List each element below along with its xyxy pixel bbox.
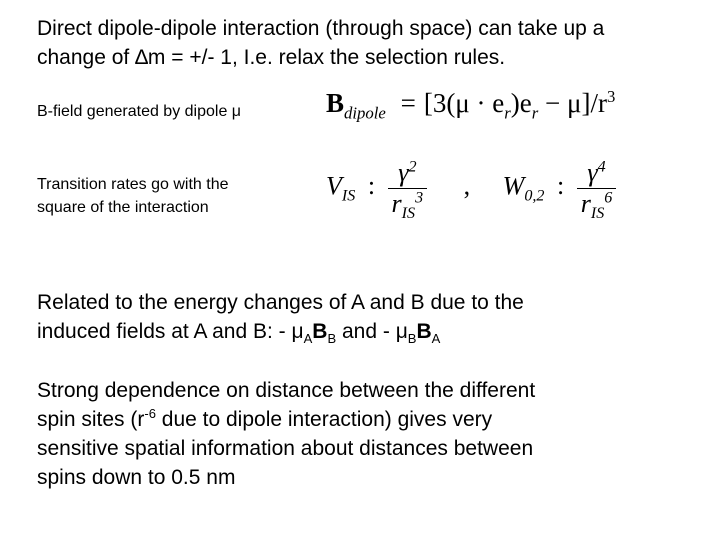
bfield-equation <box>326 87 616 123</box>
V-symbol: V <box>326 171 342 201</box>
colon-2: : <box>556 171 565 201</box>
eq-close: )e <box>510 88 532 118</box>
gamma-1: γ <box>398 158 409 187</box>
W-subscript: 0,2 <box>524 187 545 205</box>
strong-line-2a: spin sites (r <box>37 408 145 431</box>
comma: , <box>463 171 471 201</box>
strong-paragraph <box>37 376 677 492</box>
fraction-1 <box>388 158 428 223</box>
bfield-label: B-field generated by dipole μ <box>37 103 242 120</box>
sub-A-2: A <box>431 331 441 347</box>
rates-label-line-1: Transition rates go with the <box>37 176 229 193</box>
related-line-1: Related to the energy changes of A and B due to the <box>37 291 524 314</box>
gamma-2-exp: 4 <box>597 158 606 176</box>
eq-minus: − μ]/r <box>538 88 607 118</box>
intro-paragraph <box>37 14 707 72</box>
eq-dipole-subscript: dipole <box>344 103 386 123</box>
B-bold-2: B <box>416 320 432 343</box>
V-subscript: IS <box>341 187 356 205</box>
and-minus-mu: and - μ <box>336 320 408 343</box>
fraction-2-denominator <box>577 189 617 223</box>
fraction-1-denominator <box>388 189 428 223</box>
gamma-1-exp: 2 <box>408 158 417 176</box>
eq-equals: = <box>400 88 416 118</box>
strong-exponent: -6 <box>144 406 156 421</box>
related-paragraph <box>37 288 677 346</box>
r-2: r <box>580 189 591 218</box>
r-2-sub: IS <box>590 205 605 223</box>
related-line-2-text: induced fields at A and B: - μ <box>37 320 304 343</box>
sub-B-1: B <box>327 331 337 347</box>
gamma-2: γ <box>587 158 598 187</box>
strong-line-3: sensitive spatial information about distances between <box>37 437 534 460</box>
r-2-exp: 6 <box>604 189 613 207</box>
r-1-exp: 3 <box>415 189 424 207</box>
fraction-1-numerator <box>388 158 428 189</box>
strong-line-1: Strong dependence on distance between the different <box>37 379 536 402</box>
fraction-2-numerator <box>577 158 617 189</box>
rates-label <box>37 173 229 219</box>
eq-B-symbol: B <box>326 88 345 118</box>
eq-r-subscript-2: r <box>531 103 539 123</box>
related-line-2 <box>37 317 677 346</box>
rates-label-line-2: square of the interaction <box>37 199 209 216</box>
B-bold-1: B <box>312 320 328 343</box>
W-symbol: W <box>502 171 525 201</box>
strong-line-4: spins down to 0.5 nm <box>37 466 236 489</box>
rates-equation <box>326 158 616 223</box>
intro-line-2: change of ∆m = +/- 1, I.e. relax the selection rules. <box>37 46 506 69</box>
strong-line-2 <box>37 405 677 434</box>
r-1: r <box>391 189 402 218</box>
eq-exponent: 3 <box>606 87 616 106</box>
sub-B-2: B <box>407 331 417 347</box>
colon-1: : <box>367 171 376 201</box>
eq-r-subscript-1: r <box>504 103 511 123</box>
fraction-2 <box>577 158 617 223</box>
strong-line-2b: due to dipole interaction) gives very <box>155 408 493 431</box>
intro-line-1: Direct dipole-dipole interaction (through space) can take up a <box>37 17 605 40</box>
sub-A-1: A <box>303 331 313 347</box>
eq-body: [3(μ · e <box>423 88 505 118</box>
r-1-sub: IS <box>401 205 416 223</box>
